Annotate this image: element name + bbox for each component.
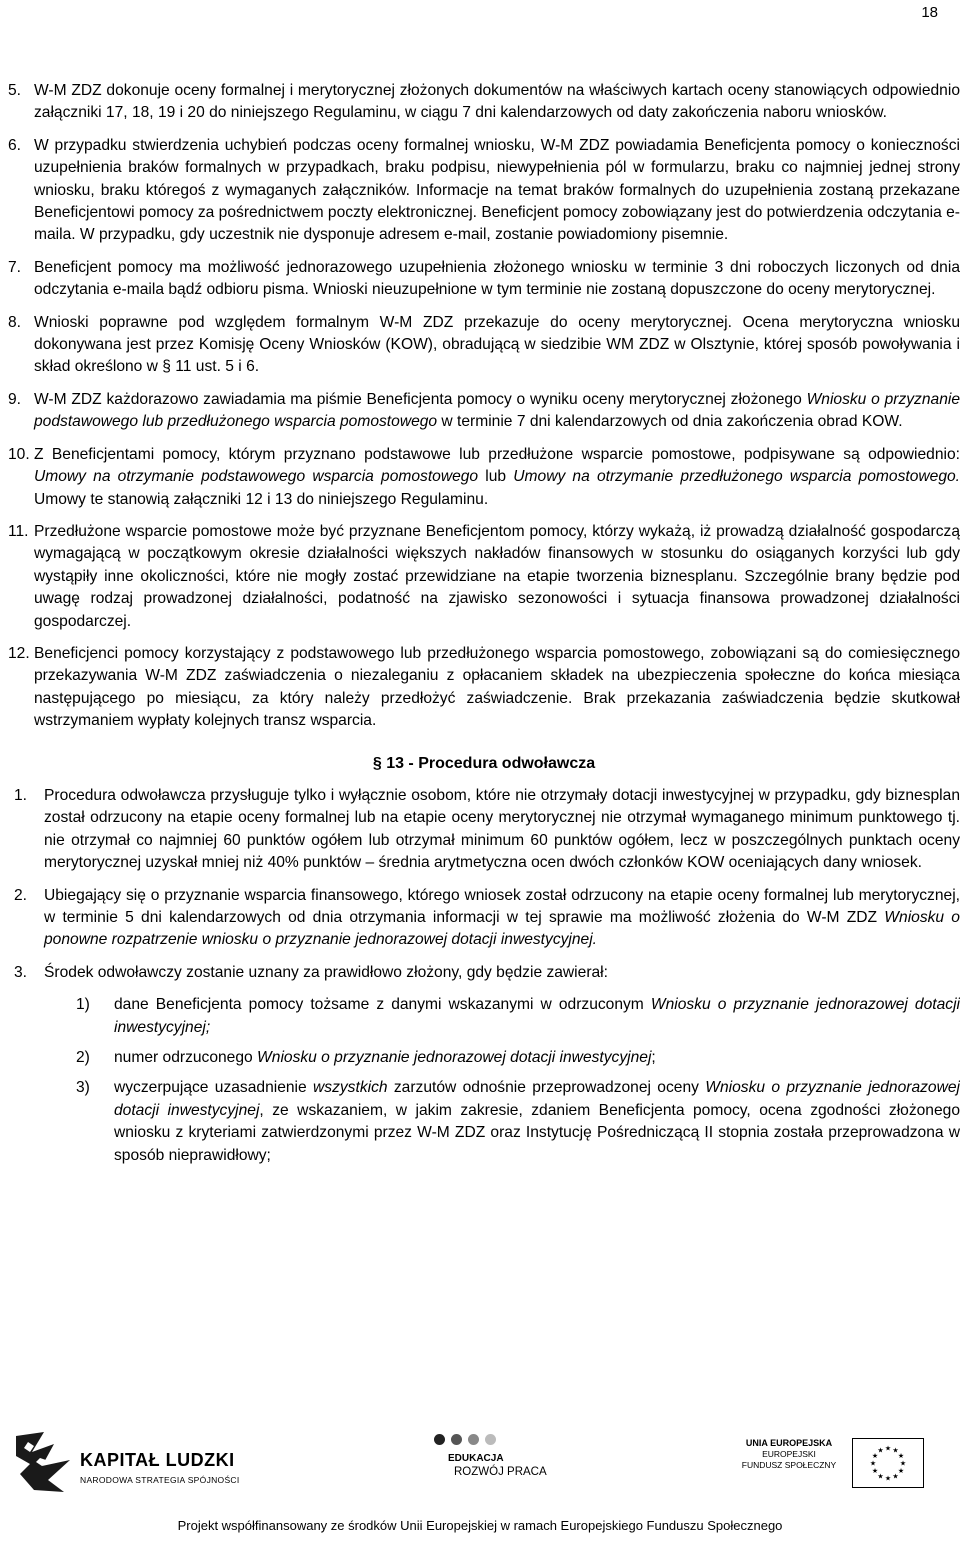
item-text: W przypadku stwierdzenia uchybień podczas oceny formalnej wniosku, W-M ZDZ powiadamia Beneficjenta pomocy o konieczności uzupełnienia braków formalnych w przypadkach, braku podpisu, niewypełnienia pól w formularzu, braku co najmniej jednej strony wniosku, braku któregoś z wymaganych załączników. Informacje na temat braków formalnych do uzupełnienia zostaną przekazane Beneficjentowi pomocy za pośrednictwem poczty elektronicznej. Beneficjent pomocy zobowiązany jest do potwierdzenia odczytania e-maila. W przypadku, gdy uczestnik nie dysponuje adresem e-mail, zostanie powiadomiony pisemnie. bbox=[34, 136, 960, 244]
text-run: w terminie 7 dni kalendarzowych od dnia zakończenia obrad KOW. bbox=[437, 413, 903, 431]
item-text bbox=[34, 389, 960, 434]
item-number: 12. bbox=[8, 644, 30, 662]
text-run: wyczerpujące uzasadnienie bbox=[114, 1079, 314, 1097]
list-item bbox=[8, 135, 960, 247]
item-text bbox=[34, 444, 960, 511]
list-item bbox=[8, 80, 960, 125]
text-run: Umowy te stanowią załączniki 12 i 13 do niniejszego Regulaminu. bbox=[34, 490, 489, 508]
item-text bbox=[114, 1047, 960, 1069]
eu-flag-icon bbox=[852, 1438, 924, 1488]
eu-line3: FUNDUSZ SPOŁECZNY bbox=[741, 1460, 837, 1470]
list-item bbox=[8, 389, 960, 434]
sub-list bbox=[8, 994, 960, 1167]
edukacja-dots-icon bbox=[434, 1434, 590, 1445]
footer bbox=[0, 1420, 960, 1541]
italic-title: Wniosku o ponowne rozpatrzenie wniosku o przyznanie jednorazowej dotacji inwestycyjnej. bbox=[44, 909, 960, 949]
italic-title: Wniosku o przyznanie jednorazowej dotacji inwestycyjnej bbox=[114, 1079, 960, 1119]
item-text: Przedłużone wsparcie pomostowe może być przyznane Beneficjentom pomocy, którzy wykażą, iż prowadzą działalność gospodarczą wymagającą w początkowym okresie działalności większych nakładów finansowych w stosunku do osiąganych korzyści lub gdy wystąpiły inne okoliczności, które nie mogły zostać przewidziane na etapie tworzenia biznesplanu. Szczególnie brany będzie pod uwagę rodzaj prowadzonej działalności, podatność na zjawisko sezonowości i sytuacja finansowa prowadzonej działalności gospodarczej. bbox=[34, 522, 960, 630]
item-number: 11. bbox=[8, 522, 29, 540]
eu-star-icon: ★ bbox=[892, 1447, 899, 1455]
eu-star-icon: ★ bbox=[884, 1445, 892, 1453]
eu-star-icon: ★ bbox=[897, 1468, 905, 1475]
eu-star-icon: ★ bbox=[884, 1475, 892, 1483]
italic-title: Wniosku o przyznanie jednorazowej dotacji inwestycyjnej bbox=[257, 1049, 652, 1067]
text-run: , ze wskazaniem, w jakim zakresie, zdaniem Beneficjenta pomocy, ocena zgodności złożonego wniosku z kryteriami zatwierdzonymi przez W-M ZDZ oraz Instytucję Pośredniczącą II stopnia została przeprowadzona w sposób nieprawidłowy; bbox=[114, 1101, 960, 1164]
text-run: dane Beneficjenta pomocy tożsame z danymi wskazanymi w odrzuconym bbox=[114, 996, 651, 1014]
text-run: zarzutów odnośnie przeprowadzonej oceny bbox=[387, 1079, 706, 1097]
item-number: 2. bbox=[14, 886, 28, 904]
item-text bbox=[44, 885, 960, 952]
eu-star-icon: ★ bbox=[892, 1473, 899, 1481]
kapital-ludzki-logo bbox=[14, 1430, 254, 1496]
cofinancing-note: Projekt współfinansowany ze środków Unii Europejskiej w ramach Europejskiego Funduszu Społecznego bbox=[177, 1518, 783, 1533]
text-run: W-M ZDZ każdorazowo zawiadamia ma piśmie Beneficjenta pomocy o wyniku oceny merytorycznej złożonego bbox=[34, 390, 807, 408]
kapital-ludzki-title: KAPITAŁ LUDZKI bbox=[80, 1450, 235, 1470]
eu-star-icon: ★ bbox=[897, 1453, 905, 1460]
edukacja-logo bbox=[430, 1434, 590, 1494]
sub-list-item bbox=[76, 1077, 960, 1167]
list-item bbox=[8, 312, 960, 379]
list-item bbox=[8, 444, 960, 511]
edukacja-line2: ROZWÓJ PRACA bbox=[454, 1466, 547, 1478]
list-item bbox=[14, 885, 960, 952]
item-number: 10. bbox=[8, 445, 30, 463]
item-number: 8. bbox=[8, 313, 22, 331]
eu-star-icon: ★ bbox=[877, 1473, 884, 1481]
eu-logo bbox=[730, 1438, 940, 1498]
list-item bbox=[8, 257, 960, 302]
text-run: Ubiegający się o przyznanie wsparcia finansowego, którego wniosek został odrzucony na etapie oceny formalnej lub merytorycznej, w terminie 5 dni kalendarzowych od dnia otrzymania informacji w tej sprawie ma możliwość złożenia do W-M ZDZ bbox=[44, 886, 960, 926]
eu-star-icon: ★ bbox=[871, 1453, 879, 1460]
item-number: 9. bbox=[8, 390, 22, 408]
item-text: Środek odwoławczy zostanie uznany za prawidłowo złożony, gdy będzie zawierał: bbox=[44, 963, 608, 981]
page-number: 18 bbox=[921, 4, 938, 21]
list-item bbox=[14, 962, 960, 984]
item-text bbox=[114, 1077, 960, 1167]
list-item bbox=[14, 785, 960, 875]
item-text: Beneficjenci pomocy korzystający z podstawowego lub przedłużonego wsparcia pomostowego, zobowiązani są do comiesięcznego przekazywania W-M ZDZ zaświadczenia o niezaleganiu z opłacaniem składek na ubezpieczenia społeczne do końca miesiąca następującego po miesiącu, za który należy przedłożyć zaświadczenie. Brak przekazania zaświadczenia będzie skutkował wstrzymaniem wypłaty kolejnych transz wsparcia. bbox=[34, 644, 960, 730]
list-item bbox=[8, 643, 960, 733]
sub-list-item bbox=[76, 1047, 960, 1069]
eu-star-icon: ★ bbox=[869, 1460, 877, 1468]
sub-list-item bbox=[76, 994, 960, 1039]
document-body bbox=[8, 80, 960, 1175]
text-run: lub bbox=[478, 468, 514, 486]
italic-title: wszystkich bbox=[313, 1079, 388, 1097]
eu-line2: EUROPEJSKI bbox=[762, 1449, 816, 1459]
edukacja-line1: EDUKACJA bbox=[448, 1453, 504, 1464]
eu-star-icon: ★ bbox=[871, 1468, 879, 1475]
item-text: Wnioski poprawne pod względem formalnym W-M ZDZ przekazuje do oceny merytorycznej. Ocena merytoryczna wniosku dokonywana jest przez Komisję Oceny Wniosków (KOW), obradującą w siedzibie WM ZDZ w Olsztynie, której sposób powoływania i skład określono w § 11 ust. 5 i 6. bbox=[34, 313, 960, 376]
eu-star-icon: ★ bbox=[877, 1447, 884, 1455]
text-run: numer odrzuconego bbox=[114, 1049, 258, 1067]
kapital-ludzki-emblem-icon bbox=[14, 1430, 74, 1496]
eu-star-icon: ★ bbox=[899, 1460, 907, 1468]
italic-title: Umowy na otrzymanie podstawowego wsparcia pomostowego bbox=[34, 468, 479, 486]
italic-title: Wniosku o przyznanie jednorazowej dotacji inwestycyjnej; bbox=[114, 996, 960, 1036]
kapital-ludzki-subtitle: NARODOWA STRATEGIA SPÓJNOŚCI bbox=[80, 1475, 240, 1485]
item-number: 1. bbox=[14, 786, 28, 804]
item-text: Procedura odwoławcza przysługuje tylko i wyłącznie osobom, które nie otrzymały dotacji inwestycyjnej w przypadku, gdy biznesplan został odrzucony na etapie oceny formalnej lub na etapie oceny merytorycznej nie otrzymał wymaganego minimum punktowego tj. nie otrzymał co najmniej 60 punktów ogółem lub otrzymał minimum 60 punktów ogółem, lecz w poszczególnych punktach oceny merytorycznej uzyskał mniej niż 40% punktów – średnia arytmetyczna ocen dwóch członków KOW oceniających dany wniosek. bbox=[44, 786, 960, 872]
item-number: 3) bbox=[76, 1079, 90, 1097]
item-text bbox=[114, 994, 960, 1039]
list-item bbox=[8, 521, 960, 633]
eu-line1: UNIA EUROPEJSKA bbox=[745, 1438, 833, 1448]
section-13-list bbox=[8, 785, 960, 984]
italic-title: Wniosku o przyznanie podstawowego lub przedłużonego wsparcia pomostowego bbox=[34, 390, 960, 431]
item-number: 7. bbox=[8, 258, 22, 276]
text-run: Z Beneficjentami pomocy, którym przyznano podstawowe lub przedłużone wsparcie pomostowe, podpisywane są odpowiednio: bbox=[34, 445, 960, 463]
item-text: Beneficjent pomocy ma możliwość jednorazowego uzupełnienia złożonego wniosku w terminie 3 dni roboczych liczonych od dnia odczytania e-maila bądź odbioru pisma. Wnioski nieuzupełnione w tym terminie nie zostaną dopuszczone do oceny merytorycznej. bbox=[34, 258, 960, 299]
item-number: 1) bbox=[76, 996, 90, 1014]
item-number: 3. bbox=[14, 963, 28, 981]
italic-title: Umowy na otrzymanie przedłużonego wsparcia pomostowego. bbox=[513, 468, 960, 486]
item-number: 5. bbox=[8, 82, 22, 99]
item-text: W-M ZDZ dokonuje oceny formalnej i merytorycznej złożonych dokumentów na właściwych kartach oceny stanowiących odpowiednio załączniki 17, 18, 19 i 20 do niniejszego Regulaminu, w ciągu 7 dni kalendarzowych od daty zakończenia naboru wniosków. bbox=[34, 82, 960, 122]
item-number: 2) bbox=[76, 1049, 90, 1067]
item-number: 6. bbox=[8, 136, 22, 154]
section-heading: § 13 - Procedura odwoławcza bbox=[372, 754, 596, 772]
text-run: ; bbox=[651, 1049, 656, 1067]
eu-text bbox=[730, 1438, 848, 1471]
